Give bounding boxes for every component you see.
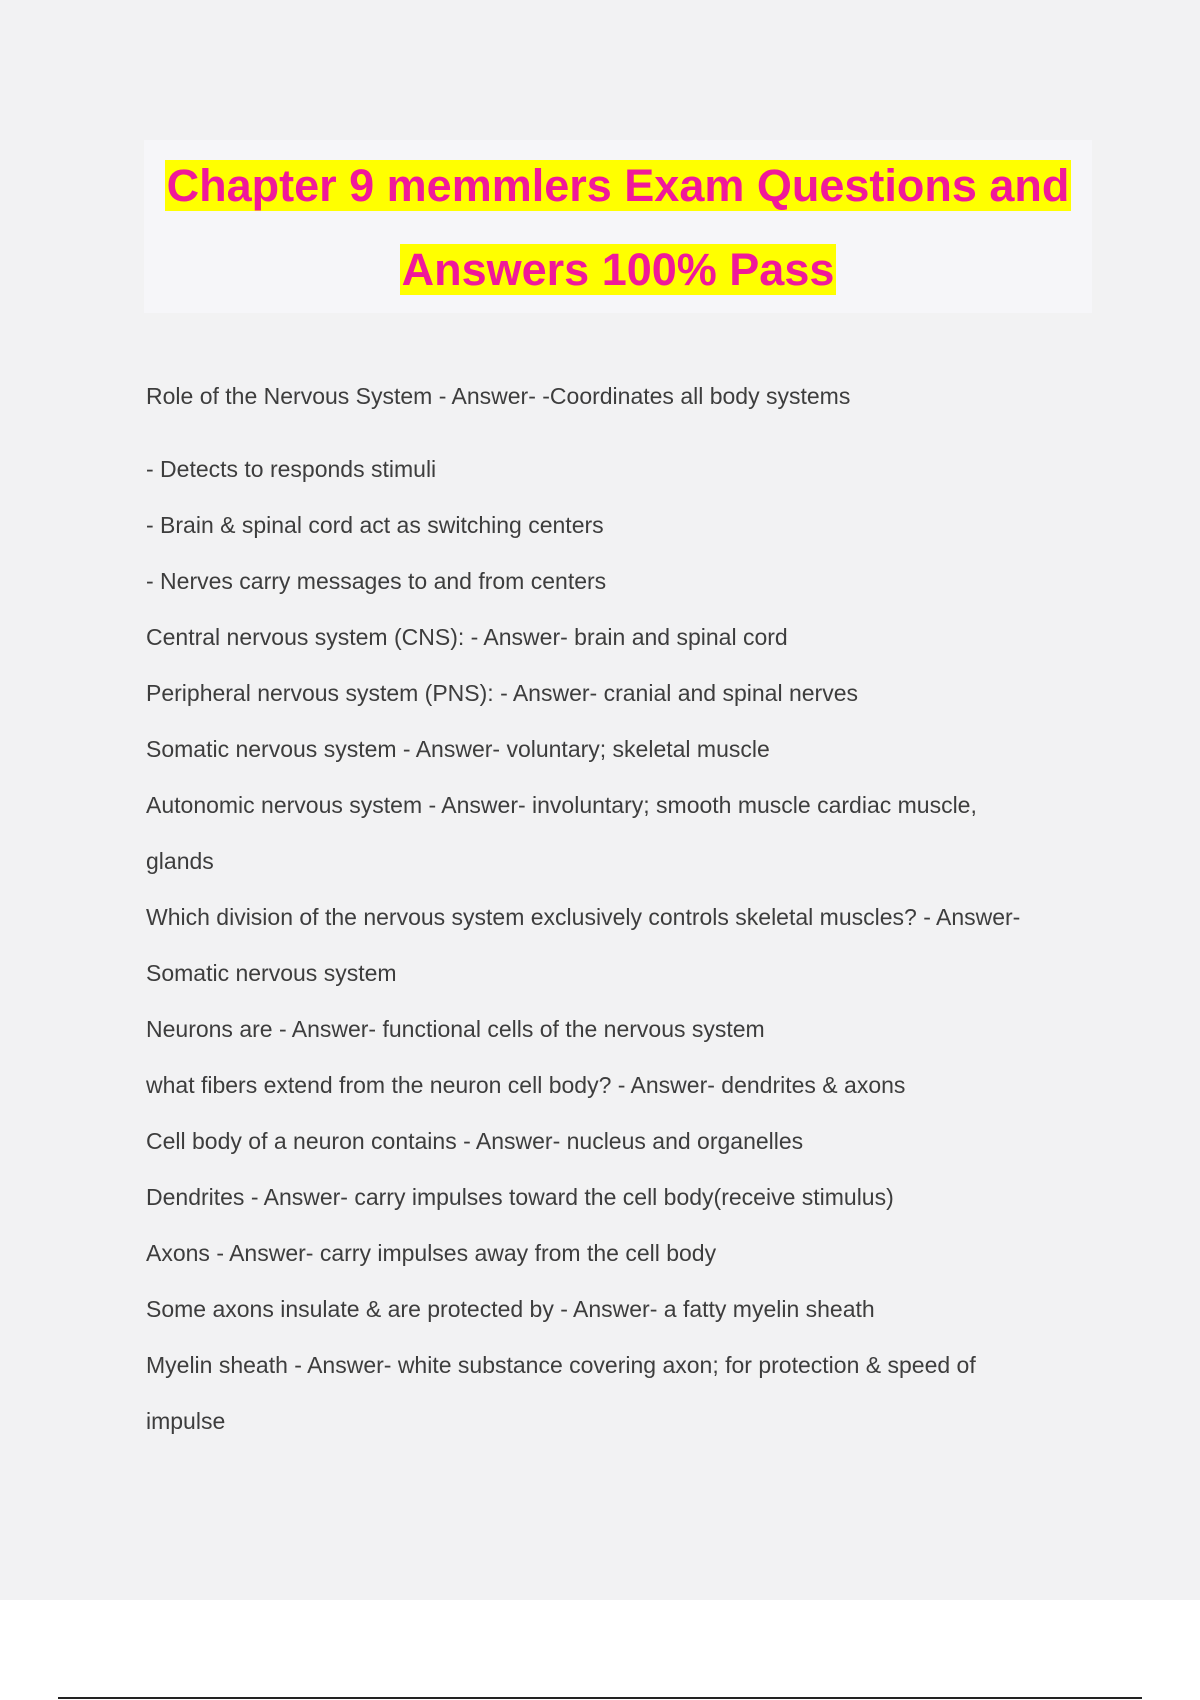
footer-divider	[58, 1697, 1142, 1699]
text-line: glands	[146, 848, 214, 874]
text-line: Myelin sheath - Answer- white substance covering axon; for protection & speed of	[146, 1352, 976, 1378]
text-line: Cell body of a neuron contains - Answer- nucleus and organelles	[146, 1128, 804, 1154]
text-line: - Detects to responds stimuli	[146, 456, 437, 482]
text-line: Dendrites - Answer- carry impulses toward the cell body(receive stimulus)	[146, 1184, 894, 1210]
text-line: Autonomic nervous system - Answer- involuntary; smooth muscle cardiac muscle,	[146, 792, 977, 818]
text-line: Which division of the nervous system exclusively controls skeletal muscles? - Answer-	[146, 904, 1021, 930]
text-line: - Brain & spinal cord act as switching centers	[146, 512, 604, 538]
title-line-1: Chapter 9 memmlers Exam Questions and	[166, 160, 1070, 211]
document-body	[146, 368, 1086, 1449]
text-line: impulse	[146, 1408, 226, 1434]
title-line-2: Answers 100% Pass	[401, 244, 835, 295]
text-line: Somatic nervous system - Answer- voluntary; skeletal muscle	[146, 736, 770, 762]
title-block	[144, 140, 1092, 313]
text-line: Peripheral nervous system (PNS): - Answer- cranial and spinal nerves	[146, 680, 859, 706]
text-line: Some axons insulate & are protected by - Answer- a fatty myelin sheath	[146, 1296, 875, 1322]
document-title	[144, 140, 1092, 312]
text-line: Somatic nervous system	[146, 960, 397, 986]
text-line: - Nerves carry messages to and from centers	[146, 568, 607, 594]
text-line: Neurons are - Answer- functional cells of the nervous system	[146, 1016, 765, 1042]
text-line: what fibers extend from the neuron cell body? - Answer- dendrites & axons	[146, 1072, 906, 1098]
text-line: Axons - Answer- carry impulses away from the cell body	[146, 1240, 717, 1266]
text-line: Role of the Nervous System - Answer- -Coordinates all body systems	[146, 383, 851, 409]
text-line: Central nervous system (CNS): - Answer- brain and spinal cord	[146, 624, 788, 650]
